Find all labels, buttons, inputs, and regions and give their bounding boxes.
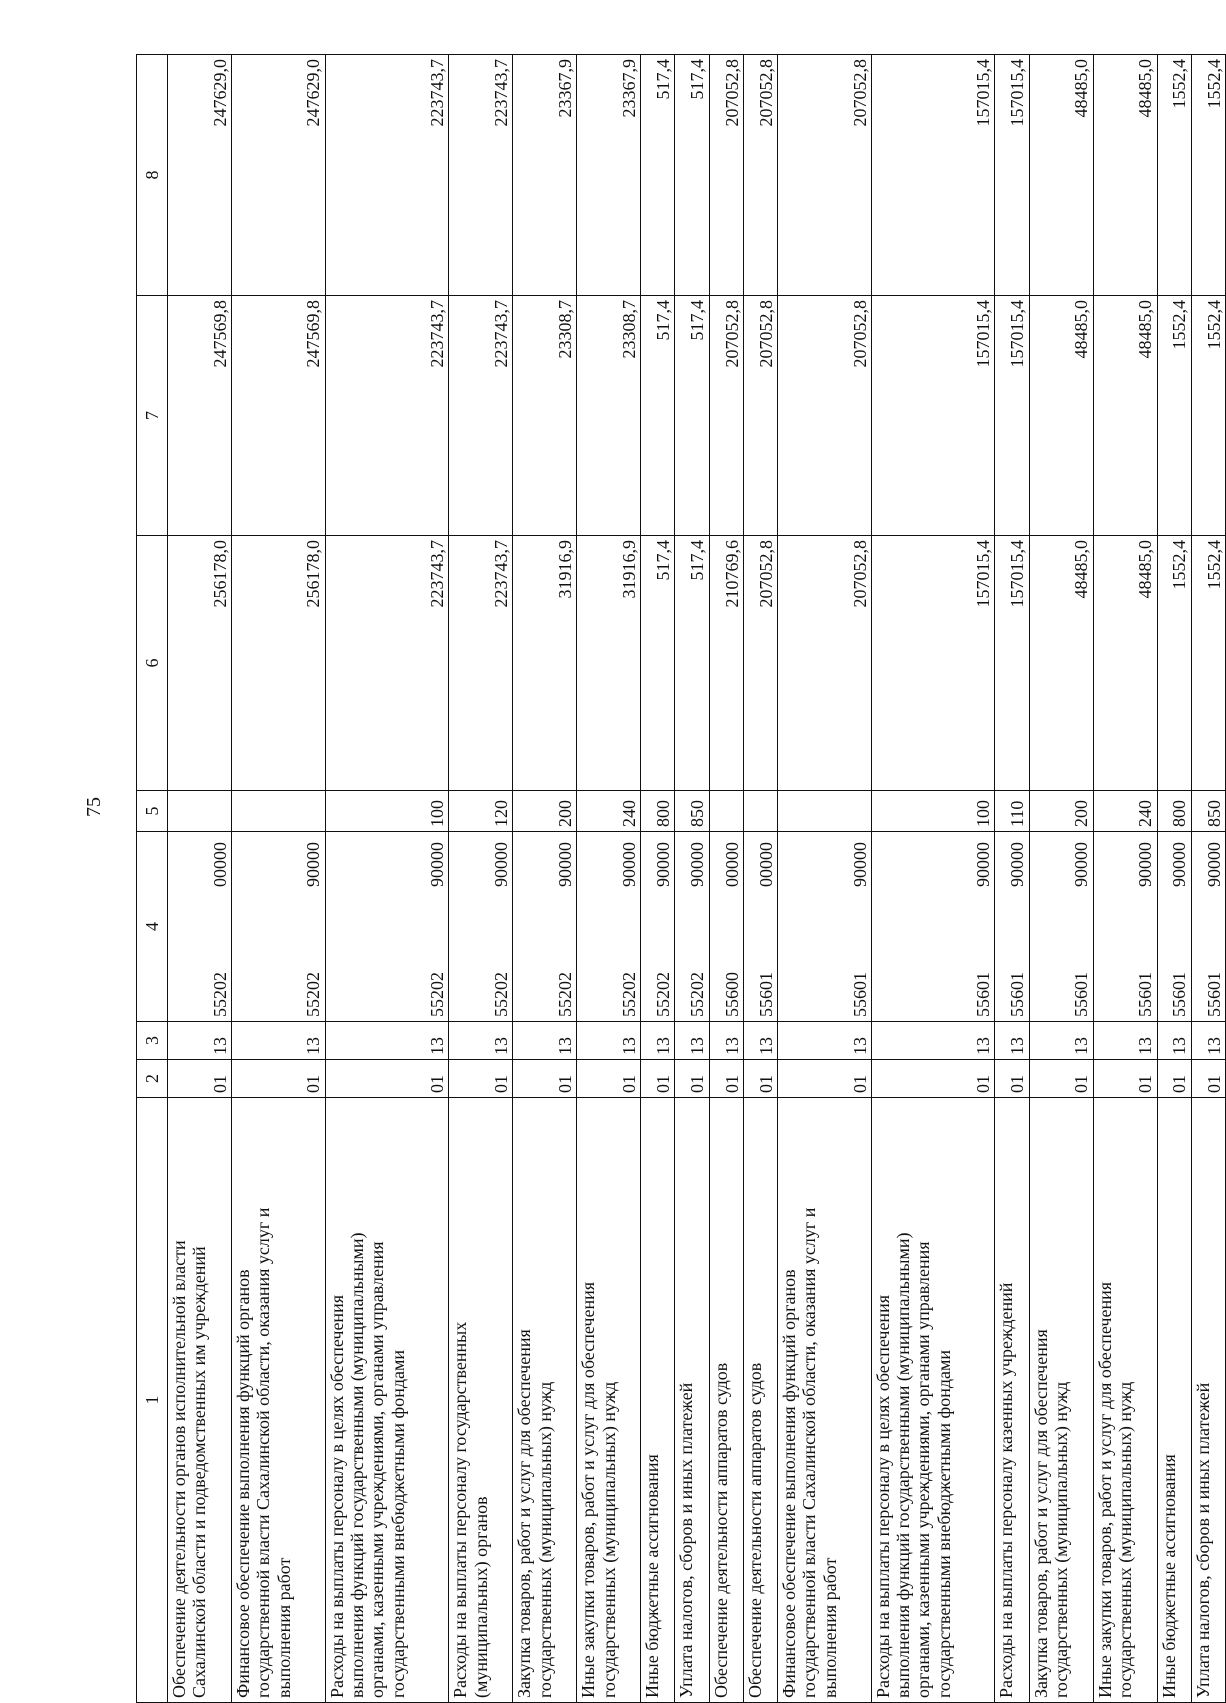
description-line: Расходы на выплаты персоналу государственных (450, 1321, 471, 1698)
amount-col8: 247629,0 (168, 55, 232, 296)
subsection-code: 13 (778, 1022, 872, 1060)
amount-col8: 48485,0 (1029, 55, 1093, 296)
expense-type-code: 100 (325, 791, 449, 832)
expense-type-code (709, 791, 743, 832)
amount-col6: 157015,4 (871, 536, 995, 791)
target-article-code (513, 832, 577, 1022)
amount-col6: 517,4 (675, 536, 709, 791)
row-description (513, 1098, 577, 1703)
table-row (513, 55, 577, 1703)
row-description (871, 1098, 995, 1703)
expense-type-code (743, 791, 777, 832)
amount-col8: 223743,7 (325, 55, 449, 296)
direction-code: 90000 (427, 842, 448, 887)
description-line: Обеспечение деятельности органов исполнительной власти (169, 1240, 189, 1698)
description-line: выполнения работ (273, 1557, 294, 1698)
amount-col6: 223743,7 (449, 536, 513, 791)
program-code: 55202 (618, 972, 639, 1017)
amount-col6: 1552,4 (1157, 536, 1191, 791)
program-code: 55601 (973, 972, 994, 1017)
direction-code: 90000 (1135, 842, 1156, 887)
amount-col8: 48485,0 (1093, 55, 1157, 296)
header-row (137, 55, 168, 1703)
row-description (1093, 1098, 1157, 1703)
program-code: 55601 (1169, 972, 1190, 1017)
amount-col7: 247569,8 (231, 296, 325, 536)
subsection-code: 13 (231, 1022, 325, 1060)
program-code: 55601 (849, 972, 870, 1017)
target-article-code (675, 832, 709, 1022)
subsection-code: 13 (675, 1022, 709, 1060)
amount-col8: 23367,9 (577, 55, 641, 296)
row-description (1157, 1098, 1191, 1703)
section-code: 01 (168, 1060, 232, 1098)
expense-type-code: 240 (1093, 791, 1157, 832)
direction-code: 90000 (687, 842, 708, 887)
description-line: Иные закупки товаров, работ и услуг для обеспечения (1094, 1282, 1115, 1698)
subsection-code: 13 (168, 1022, 232, 1060)
amount-col6: 157015,4 (995, 536, 1029, 791)
column-header: 1 (137, 1098, 168, 1703)
direction-code: 90000 (1071, 842, 1092, 887)
target-article-code (1191, 832, 1225, 1022)
table-row (231, 55, 325, 1703)
target-article-code (709, 832, 743, 1022)
amount-col8: 207052,8 (778, 55, 872, 296)
column-header: 3 (137, 1022, 168, 1060)
program-code: 55202 (209, 972, 230, 1017)
amount-col8: 23367,9 (513, 55, 577, 296)
description-line: Финансовое обеспечение выполнения функций органов (779, 1269, 800, 1698)
description-line: Уплата налогов, сборов и иных платежей (676, 1382, 697, 1698)
target-article-code (871, 832, 995, 1022)
table-row (1093, 55, 1157, 1703)
expense-type-code: 240 (577, 791, 641, 832)
direction-code: 90000 (849, 842, 870, 887)
description-line: Иные бюджетные ассигнования (642, 1454, 663, 1698)
direction-code: 90000 (303, 842, 324, 887)
amount-col7: 207052,8 (778, 296, 872, 536)
amount-col6: 1552,4 (1191, 536, 1225, 791)
description-line: органами, казенными учреждениями, органами управления (913, 1241, 934, 1698)
amount-col6: 223743,7 (325, 536, 449, 791)
amount-col6: 256178,0 (231, 536, 325, 791)
amount-col8: 157015,4 (995, 55, 1029, 296)
section-code: 01 (675, 1060, 709, 1098)
amount-col6: 207052,8 (743, 536, 777, 791)
section-code: 01 (1191, 1060, 1225, 1098)
amount-col6: 210769,6 (709, 536, 743, 791)
description-line: выполнения функций государственными (муниципальными) (347, 1232, 368, 1698)
table-row (168, 55, 232, 1703)
section-code: 01 (1029, 1060, 1093, 1098)
amount-col7: 48485,0 (1093, 296, 1157, 536)
amount-col8: 517,4 (641, 55, 675, 296)
subsection-code: 13 (1093, 1022, 1157, 1060)
row-description (168, 1098, 232, 1703)
section-code: 01 (577, 1060, 641, 1098)
row-description (325, 1098, 449, 1703)
table-container (136, 55, 1226, 1703)
expense-type-code: 120 (449, 791, 513, 832)
expense-type-code: 850 (675, 791, 709, 832)
subsection-code: 13 (325, 1022, 449, 1060)
subsection-code: 13 (1157, 1022, 1191, 1060)
section-code: 01 (743, 1060, 777, 1098)
column-header: 8 (137, 55, 168, 296)
section-code: 01 (1157, 1060, 1191, 1098)
expense-type-code: 800 (641, 791, 675, 832)
table-row (1029, 55, 1093, 1703)
expense-type-code (168, 791, 232, 832)
subsection-code: 13 (513, 1022, 577, 1060)
column-header: 2 (137, 1060, 168, 1098)
amount-col7: 247569,8 (168, 296, 232, 536)
subsection-code: 13 (995, 1022, 1029, 1060)
description-line: государственными внебюджетными фондами (387, 1349, 408, 1698)
description-line: государственной власти Сахалинской области, оказания услуг и (253, 1207, 274, 1698)
subsection-code: 13 (577, 1022, 641, 1060)
target-article-code (168, 832, 232, 1022)
description-line: органами, казенными учреждениями, органами управления (367, 1241, 388, 1698)
amount-col7: 23308,7 (513, 296, 577, 536)
program-code: 55202 (653, 972, 674, 1017)
subsection-code: 13 (449, 1022, 513, 1060)
expense-type-code: 800 (1157, 791, 1191, 832)
target-article-code (1157, 832, 1191, 1022)
target-article-code (577, 832, 641, 1022)
table-row (871, 55, 995, 1703)
amount-col6: 31916,9 (513, 536, 577, 791)
direction-code: 90000 (1203, 842, 1224, 887)
direction-code: 00000 (209, 842, 230, 887)
section-code: 01 (325, 1060, 449, 1098)
row-description (709, 1098, 743, 1703)
description-line: выполнения функций государственными (муниципальными) (893, 1232, 914, 1698)
amount-col8: 223743,7 (449, 55, 513, 296)
amount-col7: 157015,4 (871, 296, 995, 536)
page-number: 75 (83, 797, 105, 817)
amount-col7: 1552,4 (1191, 296, 1225, 536)
amount-col7: 48485,0 (1029, 296, 1093, 536)
program-code: 55202 (554, 972, 575, 1017)
description-line: Закупка товаров, работ и услуг для обеспечения (1030, 1329, 1051, 1698)
table-row (743, 55, 777, 1703)
expense-type-code: 200 (1029, 791, 1093, 832)
direction-code: 90000 (491, 842, 511, 887)
program-code: 55601 (1071, 972, 1092, 1017)
amount-col6: 517,4 (641, 536, 675, 791)
section-code: 01 (449, 1060, 513, 1098)
amount-col7: 207052,8 (709, 296, 743, 536)
direction-code: 90000 (653, 842, 674, 887)
row-description (743, 1098, 777, 1703)
description-line: Закупка товаров, работ и услуг для обеспечения (514, 1329, 535, 1698)
program-code: 55600 (721, 972, 742, 1017)
description-line: государственными внебюджетными фондами (933, 1349, 954, 1698)
subsection-code: 13 (641, 1022, 675, 1060)
description-line: Расходы на выплаты персоналу в целях обеспечения (326, 1295, 347, 1698)
program-code: 55601 (1007, 972, 1028, 1017)
section-code: 01 (641, 1060, 675, 1098)
amount-col8: 207052,8 (743, 55, 777, 296)
section-code: 01 (709, 1060, 743, 1098)
amount-col7: 207052,8 (743, 296, 777, 536)
description-line: Иные бюджетные ассигнования (1158, 1454, 1179, 1698)
table-row (577, 55, 641, 1703)
program-code: 55202 (427, 972, 448, 1017)
column-header: 5 (137, 791, 168, 832)
direction-code: 90000 (973, 842, 994, 887)
description-line: Расходы на выплаты персоналу казенных учреждений (996, 1282, 1017, 1698)
row-description (449, 1098, 513, 1703)
amount-col8: 157015,4 (871, 55, 995, 296)
description-line: (муниципальных) органов (470, 1496, 491, 1698)
program-code: 55202 (491, 972, 511, 1017)
expense-type-code (231, 791, 325, 832)
amount-col7: 517,4 (641, 296, 675, 536)
table-row (641, 55, 675, 1703)
program-code: 55202 (303, 972, 324, 1017)
description-line: Финансовое обеспечение выполнения функций органов (232, 1269, 253, 1698)
row-description (1191, 1098, 1225, 1703)
target-article-code (325, 832, 449, 1022)
column-header: 6 (137, 536, 168, 791)
description-line: Обеспечение деятельности аппаратов судов (744, 1362, 765, 1698)
amount-col7: 157015,4 (995, 296, 1029, 536)
table-row (449, 55, 513, 1703)
section-code: 01 (871, 1060, 995, 1098)
amount-col6: 207052,8 (778, 536, 872, 791)
target-article-code (995, 832, 1029, 1022)
amount-col8: 1552,4 (1157, 55, 1191, 296)
direction-code: 90000 (618, 842, 639, 887)
expense-type-code (778, 791, 872, 832)
table-body (168, 55, 1226, 1703)
description-line: Обеспечение деятельности аппаратов судов (710, 1362, 731, 1698)
amount-col7: 223743,7 (449, 296, 513, 536)
target-article-code (1029, 832, 1093, 1022)
amount-col8: 207052,8 (709, 55, 743, 296)
section-code: 01 (1093, 1060, 1157, 1098)
amount-col7: 517,4 (675, 296, 709, 536)
description-line: государственных (муниципальных) нужд (598, 1381, 619, 1698)
description-line: государственных (муниципальных) нужд (534, 1381, 555, 1698)
subsection-code: 13 (1029, 1022, 1093, 1060)
description-line: Расходы на выплаты персоналу в целях обеспечения (872, 1295, 893, 1698)
direction-code: 00000 (755, 842, 776, 887)
amount-col6: 256178,0 (168, 536, 232, 791)
program-code: 55601 (755, 972, 776, 1017)
amount-col7: 1552,4 (1157, 296, 1191, 536)
row-description (995, 1098, 1029, 1703)
expense-type-code: 110 (995, 791, 1029, 832)
section-code: 01 (995, 1060, 1029, 1098)
program-code: 55601 (1135, 972, 1156, 1017)
amount-col7: 23308,7 (577, 296, 641, 536)
table-row (709, 55, 743, 1703)
expense-type-code: 850 (1191, 791, 1225, 832)
table-row (325, 55, 449, 1703)
row-description (1029, 1098, 1093, 1703)
direction-code: 90000 (1169, 842, 1190, 887)
target-article-code (778, 832, 872, 1022)
description-line: государственной власти Сахалинской области, оказания услуг и (799, 1207, 820, 1698)
table-row (1191, 55, 1225, 1703)
amount-col6: 31916,9 (577, 536, 641, 791)
amount-col8: 247629,0 (231, 55, 325, 296)
target-article-code (743, 832, 777, 1022)
amount-col8: 1552,4 (1191, 55, 1225, 296)
amount-col6: 48485,0 (1093, 536, 1157, 791)
table-row (1157, 55, 1191, 1703)
description-line: Уплата налогов, сборов и иных платежей (1192, 1382, 1213, 1698)
program-code: 55202 (687, 972, 708, 1017)
column-header: 7 (137, 296, 168, 536)
description-line: государственных (муниципальных) нужд (1114, 1381, 1135, 1698)
subsection-code: 13 (1191, 1022, 1225, 1060)
description-line: Иные закупки товаров, работ и услуг для обеспечения (578, 1282, 599, 1698)
subsection-code: 13 (709, 1022, 743, 1060)
subsection-code: 13 (743, 1022, 777, 1060)
direction-code: 90000 (554, 842, 575, 887)
target-article-code (641, 832, 675, 1022)
section-code: 01 (778, 1060, 872, 1098)
budget-table (136, 54, 1226, 1703)
program-code: 55601 (1203, 972, 1224, 1017)
section-code: 01 (231, 1060, 325, 1098)
direction-code: 90000 (1007, 842, 1028, 887)
expense-type-code: 100 (871, 791, 995, 832)
row-description (675, 1098, 709, 1703)
row-description (231, 1098, 325, 1703)
section-code: 01 (513, 1060, 577, 1098)
direction-code: 00000 (721, 842, 742, 887)
row-description (641, 1098, 675, 1703)
description-line: государственных (муниципальных) нужд (1050, 1381, 1071, 1698)
target-article-code (231, 832, 325, 1022)
description-line: Сахалинской области и подведомственных им учреждений (189, 1246, 210, 1698)
amount-col6: 48485,0 (1029, 536, 1093, 791)
column-header: 4 (137, 832, 168, 1022)
amount-col7: 223743,7 (325, 296, 449, 536)
row-description (577, 1098, 641, 1703)
table-row (995, 55, 1029, 1703)
description-line: выполнения работ (819, 1557, 840, 1698)
target-article-code (1093, 832, 1157, 1022)
subsection-code: 13 (871, 1022, 995, 1060)
row-description (778, 1098, 872, 1703)
table-row (675, 55, 709, 1703)
table-row (778, 55, 872, 1703)
target-article-code (449, 832, 513, 1022)
amount-col8: 517,4 (675, 55, 709, 296)
expense-type-code: 200 (513, 791, 577, 832)
